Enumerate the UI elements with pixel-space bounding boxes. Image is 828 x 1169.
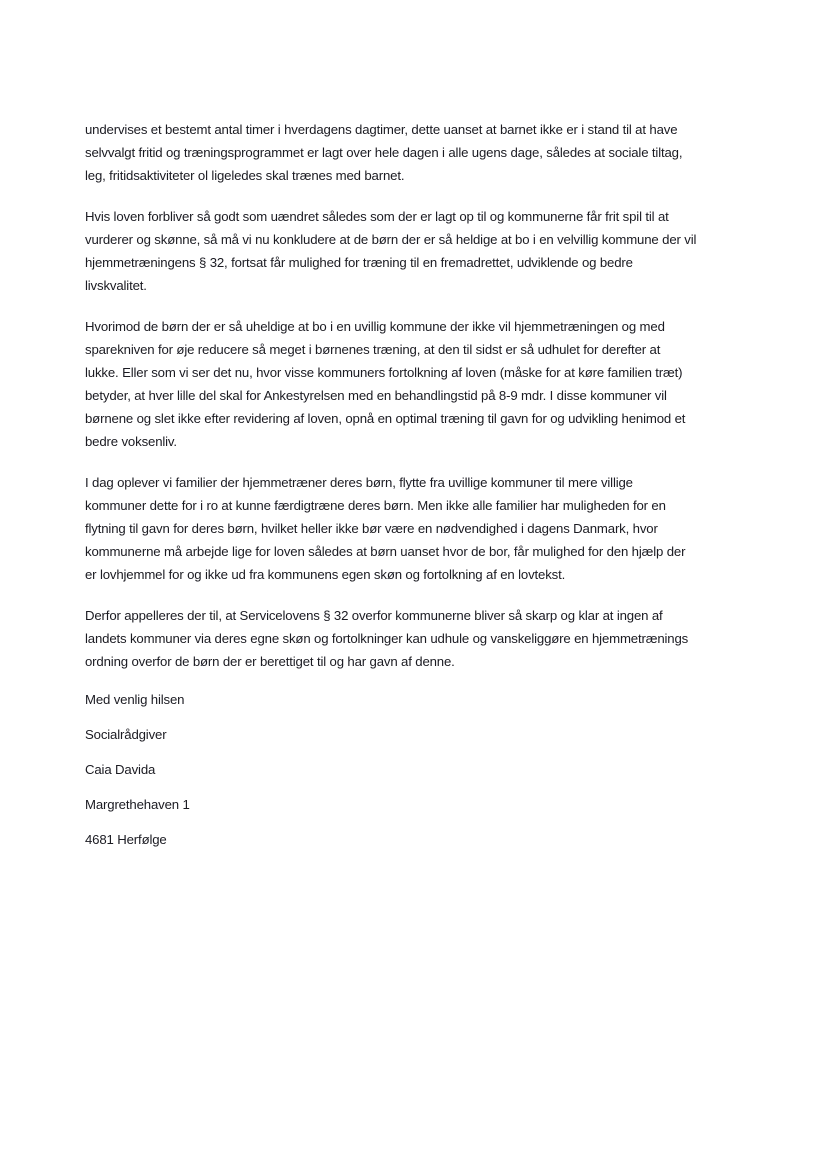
text-line: kommunerne må arbejde lige for loven således at børn uanset hvor de bor, får mulighed for den hjælp der: [85, 544, 686, 559]
closing-greeting: Med venlig hilsen: [85, 692, 185, 707]
text-line: kommuner dette for i ro at kunne færdigtræne deres børn. Men ikke alle familier har muligheden for en: [85, 498, 666, 513]
text-line: vurderer og skønne, så må vi nu konkludere at de børn der er så heldige at bo i en velvillig kommune der vil: [85, 232, 697, 247]
paragraph-3: [85, 315, 765, 453]
letter-closing: [85, 691, 765, 849]
signer-name: Caia Davida: [85, 762, 156, 777]
text-line: sparekniven for øje reducere så meget i børnenes træning, at den til sidst er så udhulet for derefter at: [85, 342, 661, 357]
text-line: landets kommuner via deres egne skøn og fortolkninger kan udhule og vanskeliggøre en hjemmetrænings: [85, 631, 689, 646]
text-line: selvvalgt fritid og træningsprogrammet er lagt over hele dagen i alle ugens dage, således at sociale tiltag,: [85, 145, 683, 160]
letter-body: [85, 118, 765, 866]
text-line: børnene og slet ikke efter revidering af loven, opnå en optimal træning til gavn for og udvikling henimod et: [85, 411, 686, 426]
text-line: betyder, at hver lille del skal for Ankestyrelsen med en behandlingstid på 8-9 mdr. I disse kommuner vil: [85, 388, 667, 403]
text-line: lukke. Eller som vi ser det nu, hvor visse kommuners fortolkning af loven (måske for at køre familien træt): [85, 365, 683, 380]
text-line: leg, fritidsaktiviteter ol ligeledes skal trænes med barnet.: [85, 168, 405, 183]
text-line: Hvorimod de børn der er så uheldige at bo i en uvillig kommune der ikke vil hjemmetræningen og med: [85, 319, 665, 334]
text-line: bedre voksenliv.: [85, 434, 177, 449]
paragraph-4: [85, 471, 765, 586]
text-line: I dag oplever vi familier der hjemmetræner deres børn, flytte fra uvillige kommuner til mere villige: [85, 475, 633, 490]
text-line: ordning overfor de børn der er berettiget til og har gavn af denne.: [85, 654, 455, 669]
text-line: Hvis loven forbliver så godt som uændret således som der er lagt op til og kommunerne får frit spil til at: [85, 209, 669, 224]
text-line: livskvalitet.: [85, 278, 147, 293]
signer-city: 4681 Herfølge: [85, 832, 167, 847]
paragraph-5: [85, 604, 765, 673]
text-line: undervises et bestemt antal timer i hverdagens dagtimer, dette uanset at barnet ikke er i stand til at have: [85, 122, 678, 137]
signer-street-address: Margrethehaven 1: [85, 797, 190, 812]
paragraph-2: [85, 205, 765, 297]
text-line: Derfor appelleres der til, at Servicelovens § 32 overfor kommunerne bliver så skarp og klar at ingen af: [85, 608, 663, 623]
text-line: flytning til gavn for deres børn, hvilket heller ikke bør være en nødvendighed i dagens Danmark, hvor: [85, 521, 658, 536]
text-line: hjemmetræningens § 32, fortsat får mulighed for træning til en fremadrettet, udviklende og bedre: [85, 255, 633, 270]
paragraph-1: [85, 118, 765, 187]
signer-title: Socialrådgiver: [85, 727, 167, 742]
text-line: er lovhjemmel for og ikke ud fra kommunens egen skøn og fortolkning af en lovtekst.: [85, 567, 566, 582]
